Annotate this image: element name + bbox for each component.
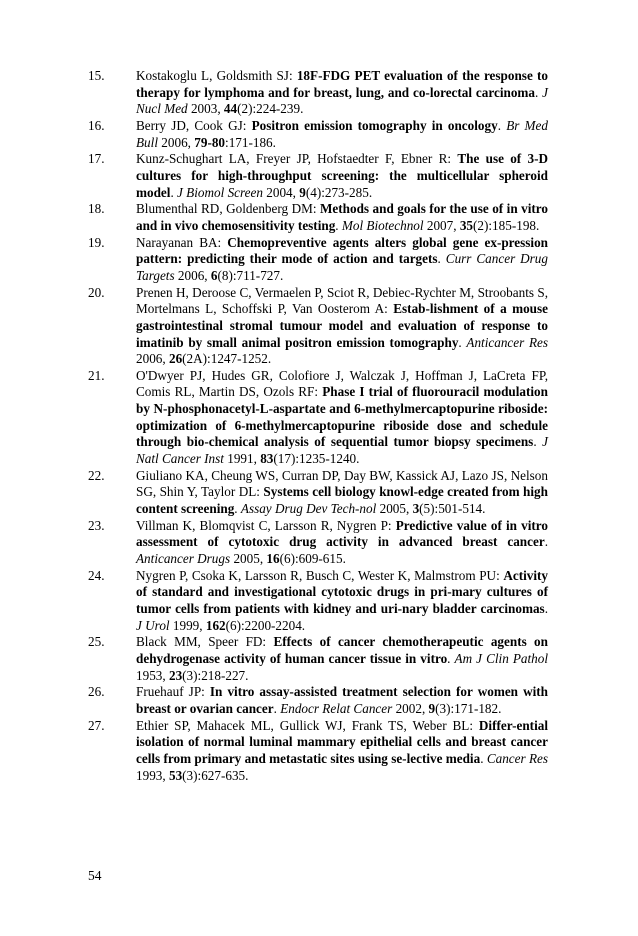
reference-year: 1953, [136,667,169,683]
reference-title: Positron emission tomography in oncology [251,117,498,133]
reference-separator: . [497,117,507,133]
reference-year: 2006, [174,267,211,283]
reference-volume: 162 [205,617,226,633]
reference-journal: Mol Biotechnol [341,217,424,233]
reference-separator: . [544,601,548,616]
reference-separator: . [458,334,467,350]
reference-year: 2006, [136,351,169,367]
reference-pages: (8):711-727. [217,267,284,283]
reference-journal: Assay Drug Dev Tech-nol [240,501,377,517]
reference-volume: 9 [428,700,436,716]
reference-list [88,68,548,784]
reference-item [88,634,548,684]
reference-number: 21. [88,367,105,383]
reference-title: Chemopreventive agents alters global gene ex-pression pattern: predicting their mode of action and targets [136,234,549,267]
page-number: 54 [88,868,102,883]
reference-text [136,368,548,468]
reference-item [88,518,548,568]
reference-authors: Villman K, Blomqvist C, Larsson R, Nygren P: [136,517,396,533]
reference-pages: (4):273-285. [305,184,373,200]
reference-year: 1999, [169,617,206,633]
reference-journal: J Biomol Screen [177,184,263,200]
reference-number: 22. [88,467,105,483]
reference-title: Differ-ential isolation of normal luminal mammary epithelial cells and breast cancer cells from primary and metastatic sites using se-lective media [136,717,548,766]
reference-item [88,285,548,368]
reference-item [88,201,548,234]
reference-authors: Fruehauf JP: [136,684,210,700]
reference-item [88,718,548,785]
reference-pages: (6):609-615. [279,551,346,567]
reference-title: Effects of cancer chemotherapeutic agents on dehydrogenase activity of human cancer tissue in vitro [136,634,548,666]
reference-volume: 3 [412,501,420,517]
reference-authors: O'Dwyer PJ, Hudes GR, Colofiore J, Walczak J, Hoffman J, LaCreta FP, Comis RL, Martin DS, Ozols RF: [136,367,548,400]
reference-number: 19. [88,234,105,250]
reference-volume: 79-80 [194,134,226,150]
reference-number: 25. [88,634,105,650]
reference-year: 2003, [187,101,224,117]
reference-pages: (6):2200-2204. [225,617,306,633]
reference-number: 17. [88,151,105,167]
reference-item [88,368,548,468]
reference-separator: . [273,700,281,716]
reference-year: 2005, [376,501,413,517]
reference-year: 2002, [392,700,429,716]
reference-text [136,468,548,518]
reference-number: 23. [88,517,105,533]
reference-text [136,718,548,785]
reference-number: 24. [88,567,105,583]
reference-separator: . [535,84,543,100]
reference-number: 26. [88,684,105,700]
reference-pages: (2A):1247-1252. [182,351,272,367]
reference-pages: (3):218-227. [182,667,249,683]
reference-number: 27. [88,717,105,733]
reference-journal: Endocr Relat Cancer [280,700,393,716]
reference-text [136,68,548,118]
reference-journal: J Urol [136,617,170,633]
reference-separator: . [533,434,543,450]
reference-pages: :171-186. [225,134,276,150]
reference-authors: Black MM, Speer FD: [136,634,274,650]
reference-volume: 9 [299,184,306,200]
reference-separator: . [544,534,548,550]
reference-title: The use of 3-D cultures for high-throughput screening: the multicellular spheroid model [136,151,548,200]
reference-volume: 26 [168,351,183,367]
reference-number: 15. [88,68,105,83]
reference-journal: Anticancer Drugs [136,551,231,567]
reference-pages: (2):224-239. [237,101,304,117]
reference-text [136,235,548,285]
reference-title: In vitro assay-assisted treatment selection for women with breast or ovarian cancer [136,684,548,716]
reference-separator: . [447,650,455,666]
reference-separator: . [234,501,241,517]
reference-text [136,118,548,151]
reference-separator: . [170,184,178,200]
reference-authors: Berry JD, Cook GJ: [136,117,252,133]
reference-title: Activity of standard and investigational cytotoxic drugs in pri-mary cultures of tumor cells from patients with kidney and uri-nary bladder carcinomas [136,567,548,616]
reference-year: 1991, [223,451,261,467]
reference-text [136,518,548,568]
reference-text [136,151,548,201]
reference-number: 18. [88,201,105,217]
reference-year: 2005, [230,551,267,567]
reference-number: 20. [88,284,105,300]
reference-title: Methods and goals for the use of in vitro and in vivo chemosensitivity testing [136,201,548,233]
reference-authors: Ethier SP, Mahacek ML, Gullick WJ, Frank TS, Weber BL: [136,717,479,733]
reference-number: 16. [88,117,105,133]
reference-journal: Am J Clin Pathol [454,650,549,666]
reference-authors: Prenen H, Deroose C, Vermaelen P, Sciot R, Debiec-Rychter M, Stroobants S, Mortelmans L, Schoffski P, Van Oosterom A: [136,284,548,317]
reference-item [88,68,548,118]
reference-text [136,201,548,234]
reference-year: 2006, [157,134,195,150]
reference-pages: (5):501-514. [419,501,486,517]
reference-pages: (17):1235-1240. [273,451,360,467]
reference-text [136,684,548,717]
reference-item [88,568,548,635]
reference-authors: Blumenthal RD, Goldenberg DM: [136,201,320,217]
reference-text [136,285,548,368]
reference-separator: . [335,217,342,233]
reference-title: Estab-lishment of a mouse gastrointestinal stromal tumour model and evaluation of response to imatinib by small animal positron emission tomography [136,301,548,350]
reference-authors: Kostakoglu L, Goldsmith SJ: [136,68,297,83]
reference-volume: 23 [168,667,183,683]
reference-year: 2007, [423,217,460,233]
reference-volume: 35 [459,217,474,233]
reference-pages: (2):185-198. [473,217,540,233]
reference-volume: 44 [223,101,238,117]
reference-authors: Narayanan BA: [136,234,228,250]
reference-pages: (3):171-182. [435,700,502,716]
reference-text [136,634,548,684]
reference-item [88,151,548,201]
reference-text [136,568,548,635]
reference-title: Systems cell biology knowl-edge created from high content screening [136,484,548,517]
reference-volume: 53 [168,767,183,783]
reference-title: 18F-FDG PET evaluation of the response to therapy for lymphoma and for breast, lung, and co-lorectal carcinoma [136,68,548,100]
reference-authors: Giuliano KA, Cheung WS, Curran DP, Day BW, Kassick AJ, Lazo JS, Nelson SG, Shin Y, Taylor DL: [136,467,548,500]
reference-title: Predictive value of in vitro assessment of cytotoxic drug activity in advanced breast cancer [136,517,548,550]
reference-item [88,235,548,285]
reference-item [88,468,548,518]
reference-authors: Nygren P, Csoka K, Larsson R, Busch C, Wester K, Malmstrom PU: [136,567,504,583]
reference-volume: 6 [210,267,218,283]
reference-journal: Br Med Bull [136,117,548,150]
reference-item [88,684,548,717]
reference-item [88,118,548,151]
reference-authors: Kunz-Schughart LA, Freyer JP, Hofstaedter F, Ebner R: [136,151,458,167]
reference-year: 2004, [262,184,300,200]
reference-year: 1993, [136,767,169,783]
reference-pages: (3):627-635. [182,767,249,783]
reference-journal: Curr Cancer Drug Targets [136,251,548,283]
reference-journal: Cancer Res [486,750,549,766]
reference-title: Phase I trial of fluorouracil modulation by N-phosphonacetyl-L-aspartate and 6-methylmercaptopurine riboside: optimization of 6-methylmercaptopurine riboside dose and schedule through bio-chemical analysis of sequential tumor biopsy specimens [136,384,548,450]
reference-journal: J Natl Cancer Inst [136,434,549,467]
reference-journal: J Nucl Med [136,84,549,117]
reference-journal: Anticancer Res [466,334,548,350]
reference-volume: 16 [266,551,280,567]
reference-separator: . [480,750,487,766]
reference-separator: . [437,251,446,267]
reference-volume: 83 [260,451,274,467]
